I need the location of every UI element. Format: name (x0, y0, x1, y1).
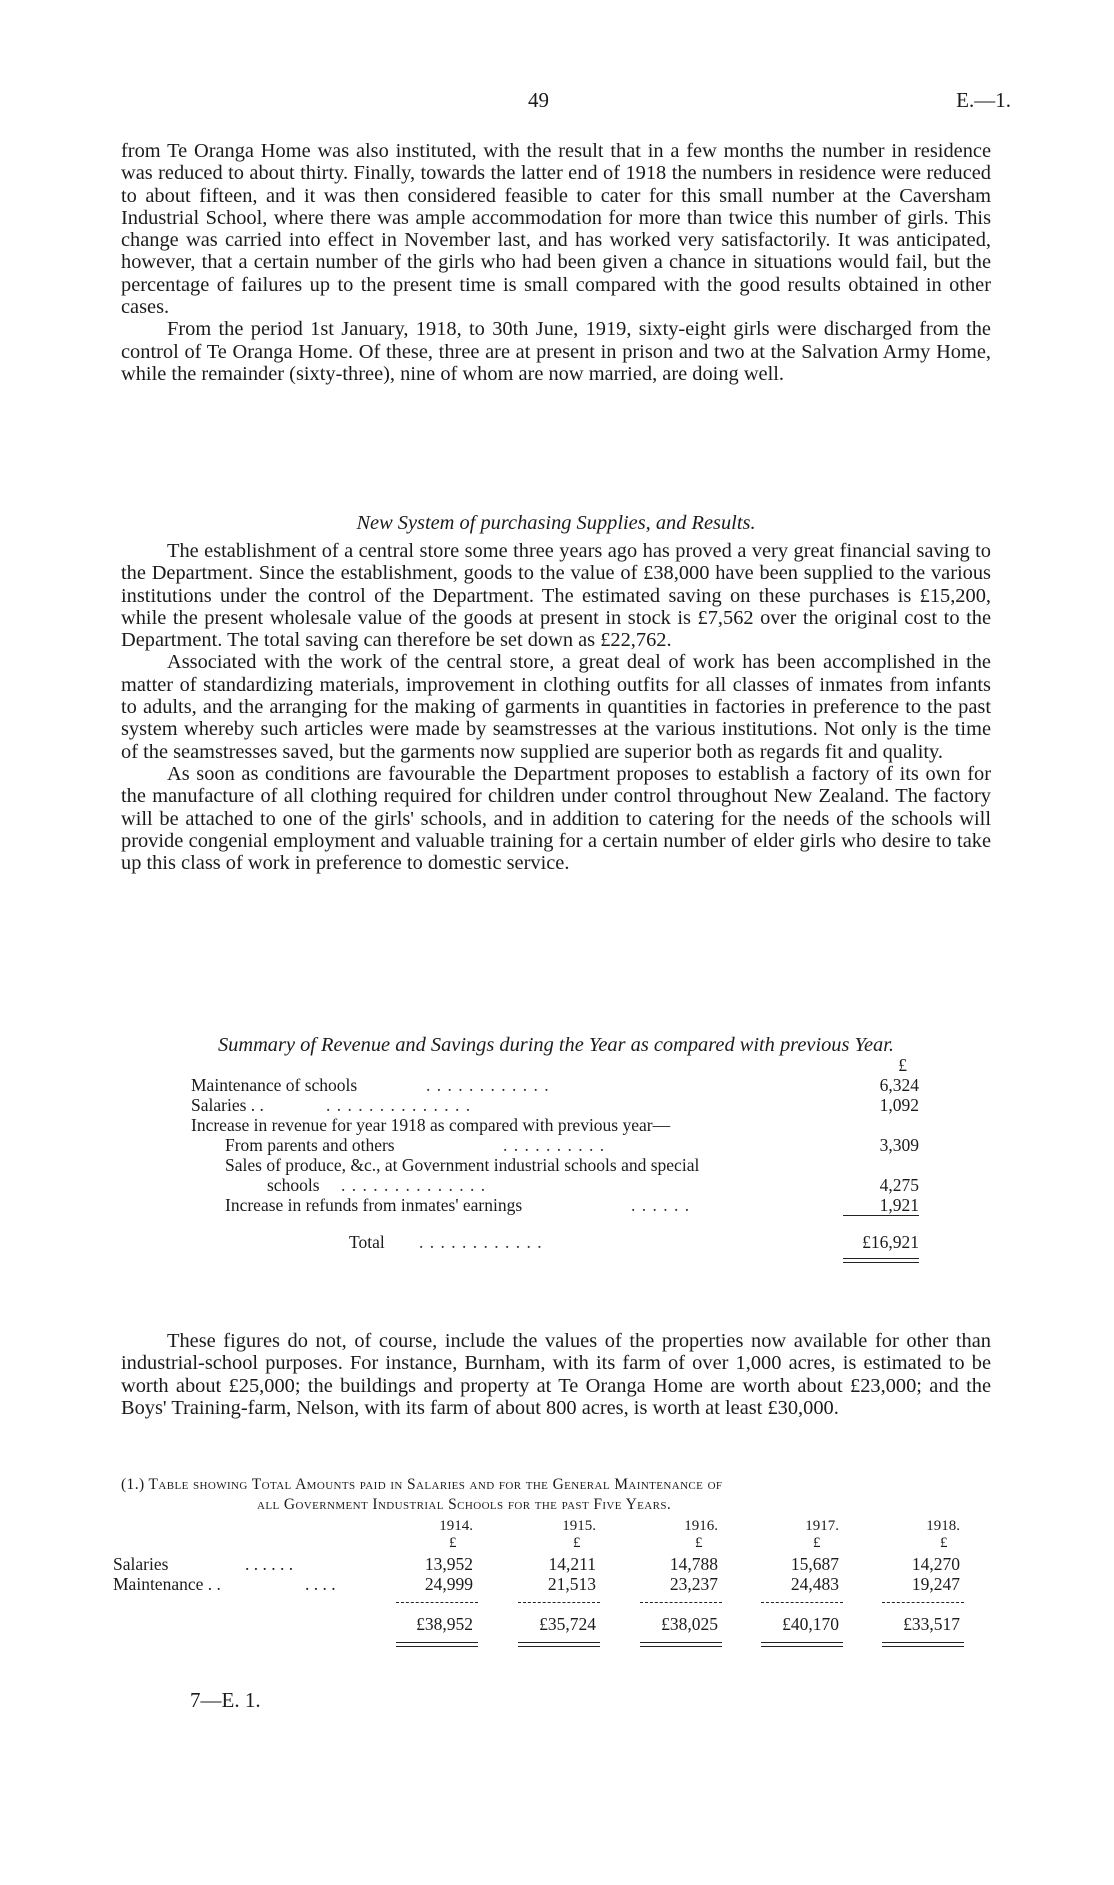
paragraph: As soon as conditions are favourable the Department proposes to establish a factory of its own for the manufacture of all clothing required for children under control throughout New Zealand. The factory will be attached to one of the girls' schools, and in addition to catering for the needs of the schools will provide congenial employment and valuable training for a certain number of elder girls who desire to take up this class of work in preference to domestic service. (121, 762, 991, 875)
total-rule (843, 1262, 919, 1263)
table-cell: 13,952 (424, 1554, 473, 1574)
leader-dots: . . . . . . . . . . (503, 1135, 606, 1155)
total-rule (640, 1646, 722, 1647)
supply-section (121, 540, 991, 874)
total-rule (761, 1642, 843, 1643)
row-label: Maintenance of schools (191, 1075, 358, 1095)
row-label: Salaries (113, 1554, 169, 1574)
total-rule (396, 1646, 478, 1647)
row-value: 6,324 (879, 1075, 919, 1095)
currency-row (191, 1055, 919, 1075)
table-cell: 21,513 (547, 1574, 596, 1594)
summary-total-row (191, 1232, 919, 1252)
row-label: Increase in refunds from inmates' earnings (225, 1195, 523, 1215)
row-label: Salaries . . (191, 1095, 264, 1115)
row-label: Sales of produce, &c., at Government industrial schools and special (225, 1155, 700, 1175)
paragraph: From the period 1st January, 1918, to 30th June, 1919, sixty-eight girls were discharged from the control of Te Oranga Home. Of these, three are at present in prison and two at the Salvation Army Home, while the remainder (sixty-three), nine of whom are now married, are doing well. (121, 318, 991, 385)
closing-section (121, 1330, 991, 1419)
total-label: Total (349, 1232, 385, 1252)
row-label: schools (267, 1175, 320, 1195)
table-cell: 24,999 (424, 1574, 473, 1594)
leader-dots: . . . . . . (245, 1554, 294, 1574)
year-header: 1916. (684, 1518, 718, 1534)
row-value: 1,092 (879, 1095, 919, 1115)
leader-dots: . . . . . . (631, 1195, 691, 1215)
year-header: 1914. (439, 1518, 473, 1534)
row-value: 3,309 (879, 1135, 919, 1155)
table-cell: 23,237 (669, 1574, 718, 1594)
leader-dots: . . . . . . . . . . . . (426, 1075, 550, 1095)
summary-heading: Summary of Revenue and Savings during the Year as compared with previous Year. (217, 1034, 895, 1056)
table-cell: 19,247 (911, 1574, 960, 1594)
currency-symbol: £ (898, 1055, 907, 1075)
summary-row (191, 1175, 919, 1195)
total-rule (882, 1642, 964, 1643)
summary-table (191, 1055, 919, 1252)
summary-row (191, 1095, 919, 1115)
table-total: £38,952 (416, 1614, 473, 1634)
row-label: From parents and others (225, 1135, 395, 1155)
five-year-table (113, 1518, 960, 1668)
subtotal-rule (843, 1215, 919, 1216)
section-heading: New System of purchasing Supplies, and Results. (356, 512, 756, 534)
summary-row (191, 1135, 919, 1155)
paragraph: from Te Oranga Home was also instituted, with the result that in a few months the number in residence was reduced to about thirty. Finally, towards the latter end of 1918 the numbers in residence were reduced to about fifteen, and it was then considered feasible to cater for this small number at the Caversham Industrial School, where there was ample accommodation for more than twice this number of girls. This change was carried into effect in November last, and has worked very satisfactorily. It was anticipated, however, that a certain number of the girls who had been given a chance in situations would fail, but the percentage of failures up to the present time is small compared with the good results obtained in other cases. (121, 140, 991, 319)
subtotal-rule (518, 1602, 600, 1603)
leader-dots: . . . . . . . . . . . . . . (341, 1175, 487, 1195)
table-total: £35,724 (539, 1614, 596, 1634)
row-label: Maintenance . . (113, 1574, 221, 1594)
row-value: 1,921 (879, 1195, 919, 1215)
table-total: £38,025 (661, 1614, 718, 1634)
year-header: 1915. (562, 1518, 596, 1534)
table-title-line: all Government Industrial Schools for the past Five Years. (257, 1496, 672, 1513)
table-cell: 14,270 (911, 1554, 960, 1574)
table-title (121, 1475, 991, 1515)
currency-symbol: £ (573, 1535, 581, 1551)
total-rule (640, 1642, 722, 1643)
year-header: 1917. (805, 1518, 839, 1534)
paragraph: Associated with the work of the central store, a great deal of work has been accomplished in the matter of standardizing materials, improvement in clothing outfits for all classes of inmates from infants to adults, and the arranging for the making of garments in quantities in factories in preference to the past system whereby such articles were made by seamstresses at the various institutions. Not only is the time of the seamstresses saved, but the garments now supplied are superior both as regards fit and quality. (121, 651, 991, 763)
row-value: 4,275 (879, 1175, 919, 1195)
subtotal-rule (640, 1602, 722, 1603)
total-value: £16,921 (862, 1232, 919, 1252)
table-cell: 14,788 (669, 1554, 718, 1574)
total-rule (843, 1258, 919, 1259)
year-header: 1918. (926, 1518, 960, 1534)
currency-symbol: £ (940, 1535, 948, 1551)
table-title-line: (1.) Table showing Total Amounts paid in Salaries and for the General Maintenance of (121, 1476, 723, 1493)
summary-row (191, 1075, 919, 1095)
table-cell: 15,687 (790, 1554, 839, 1574)
currency-symbol: £ (695, 1535, 703, 1551)
signature-mark: 7—E. 1. (190, 1688, 261, 1712)
leader-dots: . . . . . . . . . . . . (419, 1232, 543, 1252)
subtotal-rule (882, 1602, 964, 1603)
summary-row (191, 1195, 919, 1215)
table-cell: 24,483 (790, 1574, 839, 1594)
table-cell: 14,211 (548, 1554, 596, 1574)
total-rule (518, 1646, 600, 1647)
subtotal-rule (396, 1602, 478, 1603)
currency-symbol: £ (449, 1535, 457, 1551)
total-rule (882, 1646, 964, 1647)
paragraph: The establishment of a central store some three years ago has proved a very great financial saving to the Department. Since the establishment, goods to the value of £38,000 have been supplied to the various institutions under the control of the Department. The estimated saving on these purchases is £15,200, while the present wholesale value of the goods at present in stock is £7,562 over the original cost to the Department. The total saving can therefore be set down as £22,762. (121, 540, 991, 652)
document-code: E.—1. (956, 88, 1011, 112)
intro-section (121, 140, 991, 385)
paragraph: These figures do not, of course, include the values of the properties now available for other than industrial-school purposes. For instance, Burnham, with its farm of over 1,000 acres, is estimated to be worth about £25,000; the buildings and property at Te Oranga Home are worth about £23,000; and the Boys' Training-farm, Nelson, with its farm of about 800 acres, is worth at least £30,000. (121, 1330, 991, 1419)
summary-row (191, 1115, 919, 1135)
total-rule (396, 1642, 478, 1643)
table-total: £33,517 (903, 1614, 960, 1634)
leader-dots: . . . . (305, 1574, 336, 1594)
table-total: £40,170 (782, 1614, 839, 1634)
leader-dots: . . . . . . . . . . . . . . (326, 1095, 472, 1115)
page-number: 49 (528, 88, 549, 112)
total-rule (518, 1642, 600, 1643)
row-label: Increase in revenue for year 1918 as compared with previous year— (191, 1115, 671, 1135)
subtotal-rule (761, 1602, 843, 1603)
total-rule (761, 1646, 843, 1647)
summary-row (191, 1155, 919, 1175)
currency-symbol: £ (813, 1535, 821, 1551)
